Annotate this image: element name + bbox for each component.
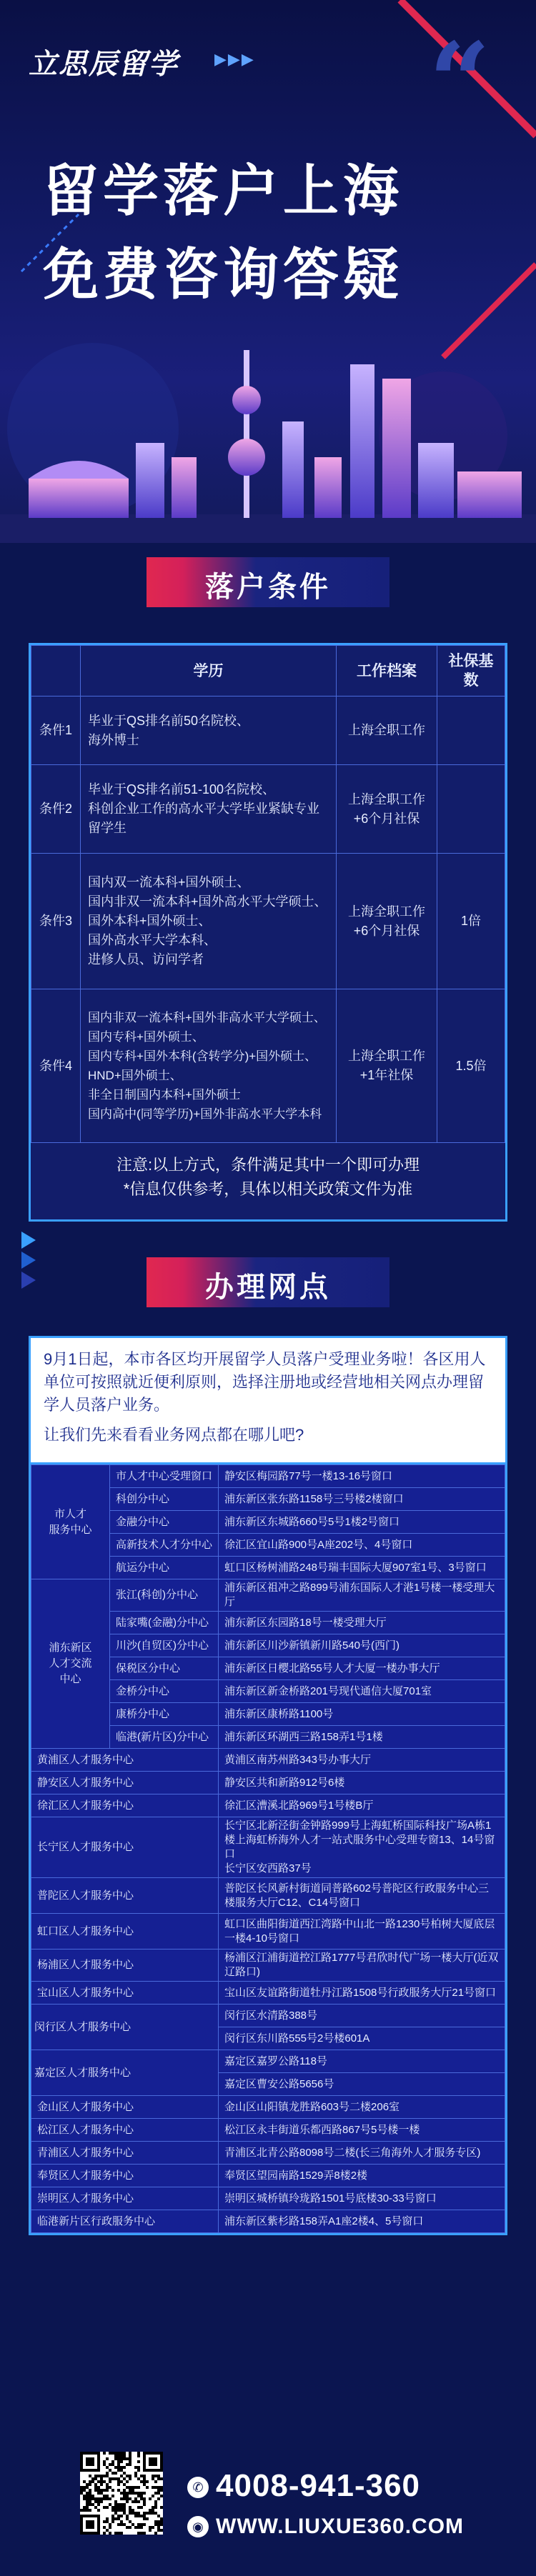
office-address: 虹口区杨树浦路248号瑞丰国际大厦907室1号、3号窗口 [219, 1557, 505, 1579]
header-insurance-base: 社保基数 [437, 646, 505, 697]
office-name: 徐汇区人才服务中心 [31, 1794, 219, 1817]
qr-code [80, 2452, 163, 2535]
office-name: 川沙(自贸区)分中心 [110, 1634, 219, 1657]
condition-education: 毕业于QS排名前50名院校、 海外博士 [81, 697, 337, 765]
condition-row [31, 765, 505, 854]
office-address: 静安区共和新路912号6楼 [219, 1772, 505, 1794]
office-address: 浦东新区张东路1158号三号楼2楼窗口 [219, 1488, 505, 1511]
logo-arrows-icon: ▶▶▶ [214, 50, 255, 68]
conditions-table [31, 645, 505, 1143]
office-address: 普陀区长风新村街道同普路602号普陀区行政服务中心三楼服务大厅C12、C14号窗口 [219, 1878, 505, 1914]
office-name: 陆家嘴(金融)分中心 [110, 1612, 219, 1634]
office-address: 浦东新区祖冲之路899号浦东国际人才港1号楼一楼受理大厅 [219, 1579, 505, 1612]
office-row [31, 1749, 505, 1772]
office-name: 普陀区人才服务中心 [31, 1878, 219, 1914]
hero-banner [0, 0, 536, 543]
office-name: 高新技术人才分中心 [110, 1534, 219, 1557]
section-title-conditions: 落户条件 [205, 571, 331, 603]
note-line2: *信息仅供参考，具体以相关政策文件为准 [123, 1180, 413, 1198]
header-education: 学历 [81, 646, 337, 697]
offices-table-wrap [29, 1464, 507, 2235]
office-address: 徐汇区漕溪北路969号1号楼B厅 [219, 1794, 505, 1817]
office-group: 嘉定区人才服务中心 [31, 2050, 219, 2096]
office-address: 徐汇区宜山路900号A座202号、4号窗口 [219, 1534, 505, 1557]
office-name: 临港(新片区)分中心 [110, 1726, 219, 1749]
office-row [31, 1950, 505, 1982]
office-row [31, 2187, 505, 2210]
office-address: 浦东新区东园路18号一楼受理大厅 [219, 1612, 505, 1634]
office-address: 嘉定区曹安公路5656号 [219, 2073, 505, 2096]
office-address: 虹口区曲阳街道西江湾路中山北一路1230号柏树大厦底层一楼4-10号窗口 [219, 1914, 505, 1950]
office-name: 金桥分中心 [110, 1680, 219, 1703]
office-name: 青浦区人才服务中心 [31, 2142, 219, 2165]
office-row [31, 1982, 505, 2005]
office-name: 虹口区人才服务中心 [31, 1914, 219, 1950]
condition-row [31, 989, 505, 1143]
section-title-offices: 办理网点 [205, 1272, 331, 1303]
office-name: 金融分中心 [110, 1511, 219, 1534]
condition-name: 条件1 [31, 697, 81, 765]
office-address: 黄浦区南苏州路343号办事大厅 [219, 1749, 505, 1772]
intro-question: 让我们先来看看业务网点都在哪儿吧? [44, 1426, 304, 1444]
office-address: 静安区梅园路77号一楼13-16号窗口 [219, 1465, 505, 1488]
office-address: 闵行区东川路555号2号楼601A [219, 2027, 505, 2050]
office-row [31, 2005, 505, 2027]
offices-table [31, 1464, 505, 2233]
office-row [31, 2096, 505, 2119]
office-group: 闵行区人才服务中心 [31, 2005, 219, 2050]
hero-title-line1: 留学落户上海 [43, 159, 404, 222]
office-name: 张江(科创)分中心 [110, 1579, 219, 1612]
phone-icon: ✆ [187, 2477, 209, 2498]
office-row [31, 1878, 505, 1914]
header-blank [31, 646, 81, 697]
office-address: 浦东新区新金桥路201号现代通信大厦701室 [219, 1680, 505, 1703]
office-address: 宝山区友谊路街道牡丹江路1508号行政服务大厅21号窗口 [219, 1982, 505, 2005]
condition-work: 上海全职工作 +6个月社保 [337, 765, 437, 854]
office-group: 浦东新区 人才交流 中心 [31, 1579, 110, 1749]
office-name: 长宁区人才服务中心 [31, 1817, 219, 1878]
office-name: 黄浦区人才服务中心 [31, 1749, 219, 1772]
office-row [31, 2165, 505, 2187]
section-header-offices [0, 1257, 536, 1307]
office-row [31, 2119, 505, 2142]
office-row [31, 1772, 505, 1794]
office-name: 临港新片区行政服务中心 [31, 2210, 219, 2233]
office-name: 松江区人才服务中心 [31, 2119, 219, 2142]
office-name: 崇明区人才服务中心 [31, 2187, 219, 2210]
office-name: 康桥分中心 [110, 1703, 219, 1726]
office-name: 宝山区人才服务中心 [31, 1982, 219, 2005]
section-header-conditions [0, 557, 536, 607]
brand-logo: 立思辰留学 [29, 49, 179, 80]
office-row [31, 2142, 505, 2165]
office-row [31, 2050, 505, 2073]
conditions-panel [29, 643, 507, 1222]
condition-education: 国内非双一流本科+国外非高水平大学硕士、 国内专科+国外硕士、 国内专科+国外本科(含转学分)+国外硕士、 HND+国外硕士、 非全日制国内本科+国外硕士 国内高中(同等学历)+国外非高水平大学本科 [81, 989, 337, 1143]
office-address: 浦东新区川沙新镇新川路540号(西门) [219, 1634, 505, 1657]
condition-education: 国内双一流本科+国外硕士、 国内非双一流本科+国外高水平大学硕士、 国外本科+国外硕士、 国外高水平大学本科、 进修人员、访问学者 [81, 854, 337, 989]
office-address: 松江区永丰街道乐都西路867号5号楼一楼 [219, 2119, 505, 2142]
office-name: 航运分中心 [110, 1557, 219, 1579]
office-name: 杨浦区人才服务中心 [31, 1950, 219, 1982]
website-url: WWW.LIUXUE360.COM [216, 2515, 465, 2538]
globe-icon: ◉ [187, 2516, 209, 2537]
header-work-record: 工作档案 [337, 646, 437, 697]
office-group: 市人才 服务中心 [31, 1465, 110, 1579]
office-address: 浦东新区日樱北路55号人才大厦一楼办事大厅 [219, 1657, 505, 1680]
office-row [31, 1817, 505, 1878]
office-address: 金山区山阳镇龙胜路603号二楼206室 [219, 2096, 505, 2119]
skyline-illustration [0, 336, 536, 543]
conditions-note [31, 1143, 505, 1214]
office-name: 静安区人才服务中心 [31, 1772, 219, 1794]
office-name: 市人才中心受理窗口 [110, 1465, 219, 1488]
office-row [31, 1465, 505, 1488]
office-address: 浦东新区东城路660号5号1楼2号窗口 [219, 1511, 505, 1534]
condition-base: 1.5倍 [437, 989, 505, 1143]
hero-title-line2: 免费咨询答疑 [43, 243, 404, 306]
conditions-header-row [31, 646, 505, 697]
office-address: 奉贤区望园南路1529弄8楼2楼 [219, 2165, 505, 2187]
office-name: 金山区人才服务中心 [31, 2096, 219, 2119]
office-name: 科创分中心 [110, 1488, 219, 1511]
triangle-decoration-icon [21, 1232, 36, 1249]
offices-intro [29, 1336, 507, 1464]
office-row [31, 1914, 505, 1950]
condition-row [31, 697, 505, 765]
quote-mark-icon: “ [429, 19, 491, 145]
condition-work: 上海全职工作 +6个月社保 [337, 854, 437, 989]
condition-base [437, 697, 505, 765]
office-address: 浦东新区紫杉路158弄A1座2楼4、5号窗口 [219, 2210, 505, 2233]
condition-work: 上海全职工作 [337, 697, 437, 765]
office-row [31, 2210, 505, 2233]
condition-base [437, 765, 505, 854]
office-address: 嘉定区嘉罗公路118号 [219, 2050, 505, 2073]
condition-name: 条件3 [31, 854, 81, 989]
office-row [31, 1579, 505, 1612]
condition-row [31, 854, 505, 989]
office-address: 长宁区北新泾街金钟路999号上海虹桥国际科技广场A栋1楼上海虹桥海外人才一站式服务中心受理专窗13、14号窗口 长宁区安西路37号 [219, 1817, 505, 1878]
office-address: 闵行区水清路388号 [219, 2005, 505, 2027]
office-address: 杨浦区江浦街道控江路1777号君欣时代广场一楼大厅(近双辽路口) [219, 1950, 505, 1982]
office-name: 奉贤区人才服务中心 [31, 2165, 219, 2187]
condition-name: 条件4 [31, 989, 81, 1143]
condition-education: 毕业于QS排名前51-100名院校、 科创企业工作的高水平大学毕业紧缺专业留学生 [81, 765, 337, 854]
phone-number: 4008-941-360 [216, 2468, 421, 2503]
office-name: 保税区分中心 [110, 1657, 219, 1680]
note-line1: 注意:以上方式，条件满足其中一个即可办理 [116, 1156, 420, 1174]
office-row [31, 1794, 505, 1817]
office-address: 青浦区北青公路8098号二楼(长三角海外人才服务专区) [219, 2142, 505, 2165]
intro-text: 9月1日起，本市各区均开展留学人员落户受理业务啦！各区用人单位可按照就近便利原则，选择注册地或经营地相关网点办理留学人员落户业务。 [44, 1350, 486, 1414]
condition-work: 上海全职工作 +1年社保 [337, 989, 437, 1143]
condition-base: 1倍 [437, 854, 505, 989]
office-address: 浦东新区环湖西三路158弄1号1楼 [219, 1726, 505, 1749]
condition-name: 条件2 [31, 765, 81, 854]
office-address: 崇明区城桥镇玲珑路1501号底楼30-33号窗口 [219, 2187, 505, 2210]
office-address: 浦东新区康桥路1100号 [219, 1703, 505, 1726]
